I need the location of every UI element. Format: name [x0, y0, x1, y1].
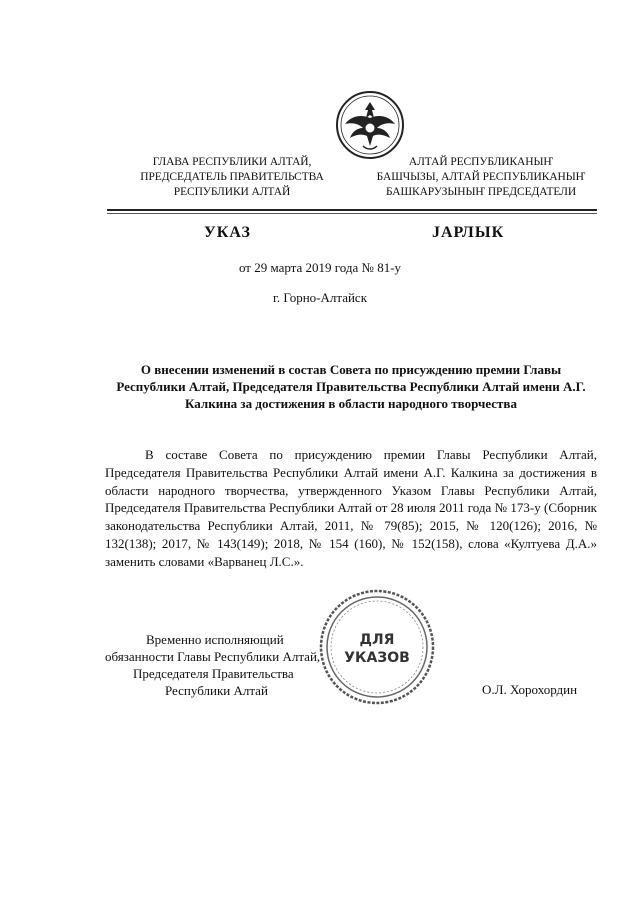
document-date: от 29 марта 2019 года № 81-у: [238, 260, 402, 275]
header-right: [350, 155, 612, 200]
signatory-name: О.Л. Хорохордин: [482, 682, 578, 697]
signature-line: обязанности Главы Республики Алтай,: [105, 649, 321, 664]
doc-type-ukaz: УКАЗ: [204, 224, 251, 241]
header-divider-thin: [107, 213, 597, 214]
document-body: В составе Совета по присуждению премии Главы Республики Алтай, Председателя Правительства Республики Алтай имени А.Г. Калкина за достижения в области народного творчества, утвержденного Указом Главы Республики Алтай, Председателя Правительства Республики Алтай от 28 июля 2011 года № 173-у (Сборник законодательства Республики Алтай, 2011, № 79(85); 2015, № 120(126); 2016, № 132(138); 2017, № 143(149); 2018, № 154 (160), № 152(158), слова «Култуева Д.А.» заменить словами «Варванец Л.С.».: [105, 447, 597, 569]
signature-line: Временно исполняющий: [146, 632, 284, 647]
header-right-line: БАШКАРУЗЫНЫҤ ПРЕДСЕДАТЕЛИ: [385, 186, 577, 198]
signature-line: Председателя Правительства: [133, 666, 294, 681]
header-left-line: РЕСПУБЛИКИ АЛТАЙ: [173, 186, 291, 198]
stamp-line-2: УКАЗОВ: [344, 650, 410, 666]
header-right-line: АЛТАЙ РЕСПУБЛИКАНЫҤ: [408, 156, 554, 168]
header-left-line: ПРЕДСЕДАТЕЛЬ ПРАВИТЕЛЬСТВА: [140, 171, 324, 183]
coat-of-arms-icon: [335, 88, 405, 160]
header-right-line: БАШЧЫЗЫ, АЛТАЙ РЕСПУБЛИКАНЫҤ: [376, 171, 586, 183]
stamp-line-1: ДЛЯ: [359, 632, 395, 648]
header-divider: [107, 209, 597, 211]
signature-line: Республики Алтай: [165, 683, 268, 698]
header-left-line: ГЛАВА РЕСПУБЛИКИ АЛТАЙ,: [152, 156, 312, 168]
header-left: [108, 155, 356, 200]
document-city: г. Горно-Алтайск: [272, 290, 368, 305]
doc-type-jarlyk: JАРЛЫК: [432, 224, 505, 241]
official-stamp: [318, 588, 436, 706]
document-title: О внесении изменений в состав Совета по присуждению премии Главы Республики Алтай, Председателя Правительства Республики Алтай имени А.Г. Калкина за достижения в области народного творчества: [116, 362, 586, 411]
